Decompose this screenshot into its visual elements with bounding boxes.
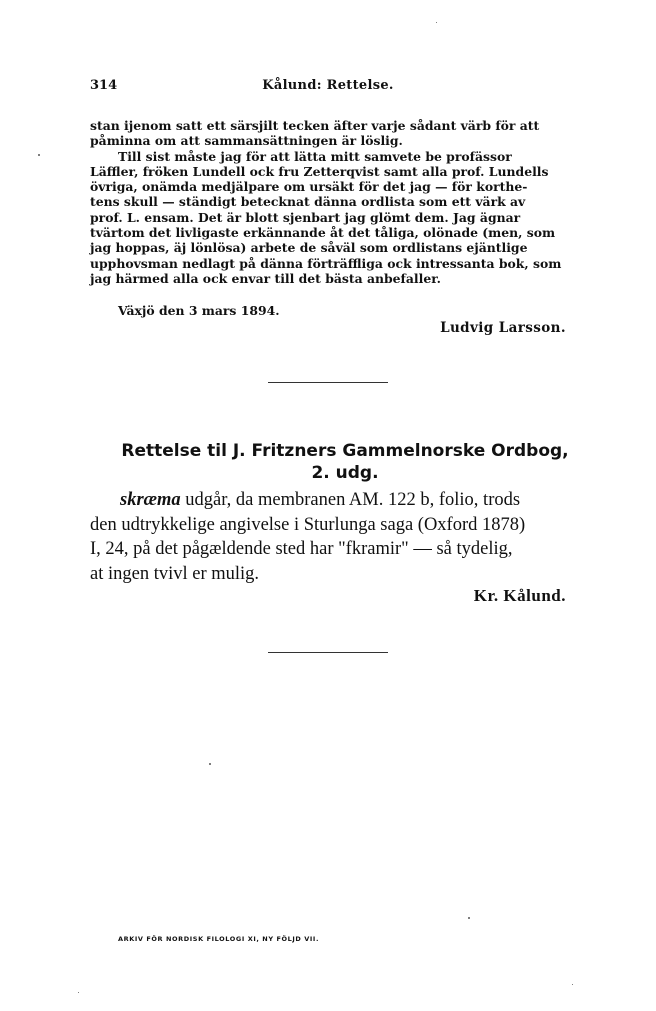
article-line-text: udgår, da membranen AM. 122 b, folio, trods [180, 490, 521, 510]
preface-line: prof. L. ensam. Det är blott sjenbart jag glömt dem. Jag ägnar [90, 209, 521, 225]
page-number: 314 [90, 78, 118, 93]
signature-larsson: Ludvig Larsson. [440, 320, 566, 336]
preface-line: Läffler, fröken Lundell ock fru Zetterqvist samt alla prof. Lundells [90, 163, 549, 179]
section-divider [268, 652, 388, 653]
print-speck [572, 984, 573, 985]
article-body [90, 488, 600, 586]
section-divider [268, 382, 388, 383]
signature-mark: ARKIV FÖR NORDISK FILOLOGI XI, NY FÖLJD VII. [118, 935, 320, 943]
preface-line: jag härmed alla ock envar till det bästa anbefaller. [90, 270, 441, 286]
preface-line: påminna om att sammansättningen är löslig. [90, 133, 403, 149]
signature-kalund: Kr. Kålund. [473, 586, 566, 605]
article-title-line1: Rettelse til J. Fritzners Gammelnorske Ordbog, [121, 441, 569, 461]
preface-line: Till sist måste jag för att lätta mitt samvete be profässor [118, 148, 512, 164]
preface-paragraph [90, 118, 600, 286]
article-title [90, 440, 600, 484]
running-head: Kålund: Rettelse. [262, 78, 394, 93]
article-title-line2: 2. udg. [311, 463, 379, 483]
preface-line: upphovsman nedlagt på dänna förträffliga ock intressanta bok, som [90, 255, 562, 271]
preface-line: tvärtom det livligaste erkännande åt det tåliga, olönade (men, som [90, 225, 556, 241]
article-line [90, 488, 600, 513]
print-speck [436, 22, 437, 23]
headword: skræma [120, 490, 181, 510]
print-speck [38, 154, 40, 156]
preface-line: tens skull — ständigt betecknat dänna ordlista som ett värk av [90, 194, 526, 210]
article-line: I, 24, på det pågældende sted har "fkramir" — så tydelig, [90, 539, 513, 559]
print-speck [209, 763, 211, 765]
preface-line: jag hoppas, äj lönlösa) arbete de såväl som ordlistans ejäntlige [90, 240, 528, 256]
article-line: den udtrykkelige angivelse i Sturlunga saga (Oxford 1878) [90, 514, 526, 535]
print-speck [78, 992, 79, 993]
preface-line: övriga, onämda medjälpare om ursäkt för det jag — för korthe- [90, 179, 528, 195]
print-speck [468, 917, 470, 919]
date-line: Växjö den 3 mars 1894. [118, 303, 280, 318]
article-line: at ingen tvivl er mulig. [90, 563, 260, 584]
preface-line: stan ijenom satt ett särsjilt tecken äfter varje sådant värb för att [90, 118, 540, 133]
